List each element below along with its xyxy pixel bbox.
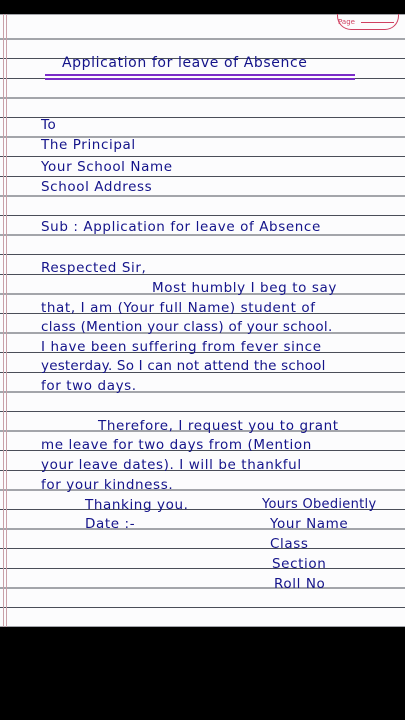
letter-title: Application for leave of Absence	[62, 55, 308, 71]
body-line: that, I am (Your full Name) student of	[41, 300, 316, 316]
body-line: yesterday. So I can not attend the school	[41, 358, 326, 374]
body-line: for two days.	[41, 378, 137, 394]
thanking-you: Thanking you.	[85, 497, 189, 513]
signature-roll-no: Roll No	[274, 576, 326, 592]
bottom-black-area	[0, 627, 405, 720]
salutation: Respected Sir,	[41, 260, 147, 276]
address-school-address: School Address	[41, 179, 153, 195]
yours-obediently: Yours Obediently	[262, 497, 377, 512]
margin-line	[6, 14, 7, 627]
body-line: your leave dates). I will be thankful	[41, 457, 302, 473]
title-underline	[45, 74, 355, 76]
signature-section: Section	[272, 556, 327, 572]
address-principal: The Principal	[41, 137, 136, 153]
body-line: me leave for two days from (Mention	[41, 437, 312, 453]
body-line: Therefore, I request you to grant	[98, 418, 339, 434]
address-school-name: Your School Name	[41, 159, 173, 175]
margin-line	[3, 14, 4, 627]
body-line: for your kindness.	[41, 477, 174, 493]
date-label: Date :-	[85, 516, 136, 532]
title-underline	[45, 78, 355, 80]
signature-class: Class	[270, 536, 309, 552]
page-number-badge	[337, 14, 399, 30]
signature-name: Your Name	[270, 516, 349, 532]
body-line: I have been suffering from fever since	[41, 339, 322, 355]
subject-line: Sub : Application for leave of Absence	[41, 219, 321, 235]
notebook-page	[0, 14, 405, 627]
body-line: Most humbly I beg to say	[152, 280, 337, 296]
page-label: Page	[338, 18, 355, 26]
page-number-blank	[361, 22, 394, 23]
address-to: To	[41, 117, 57, 133]
body-line: class (Mention your class) of your school.	[41, 319, 333, 335]
